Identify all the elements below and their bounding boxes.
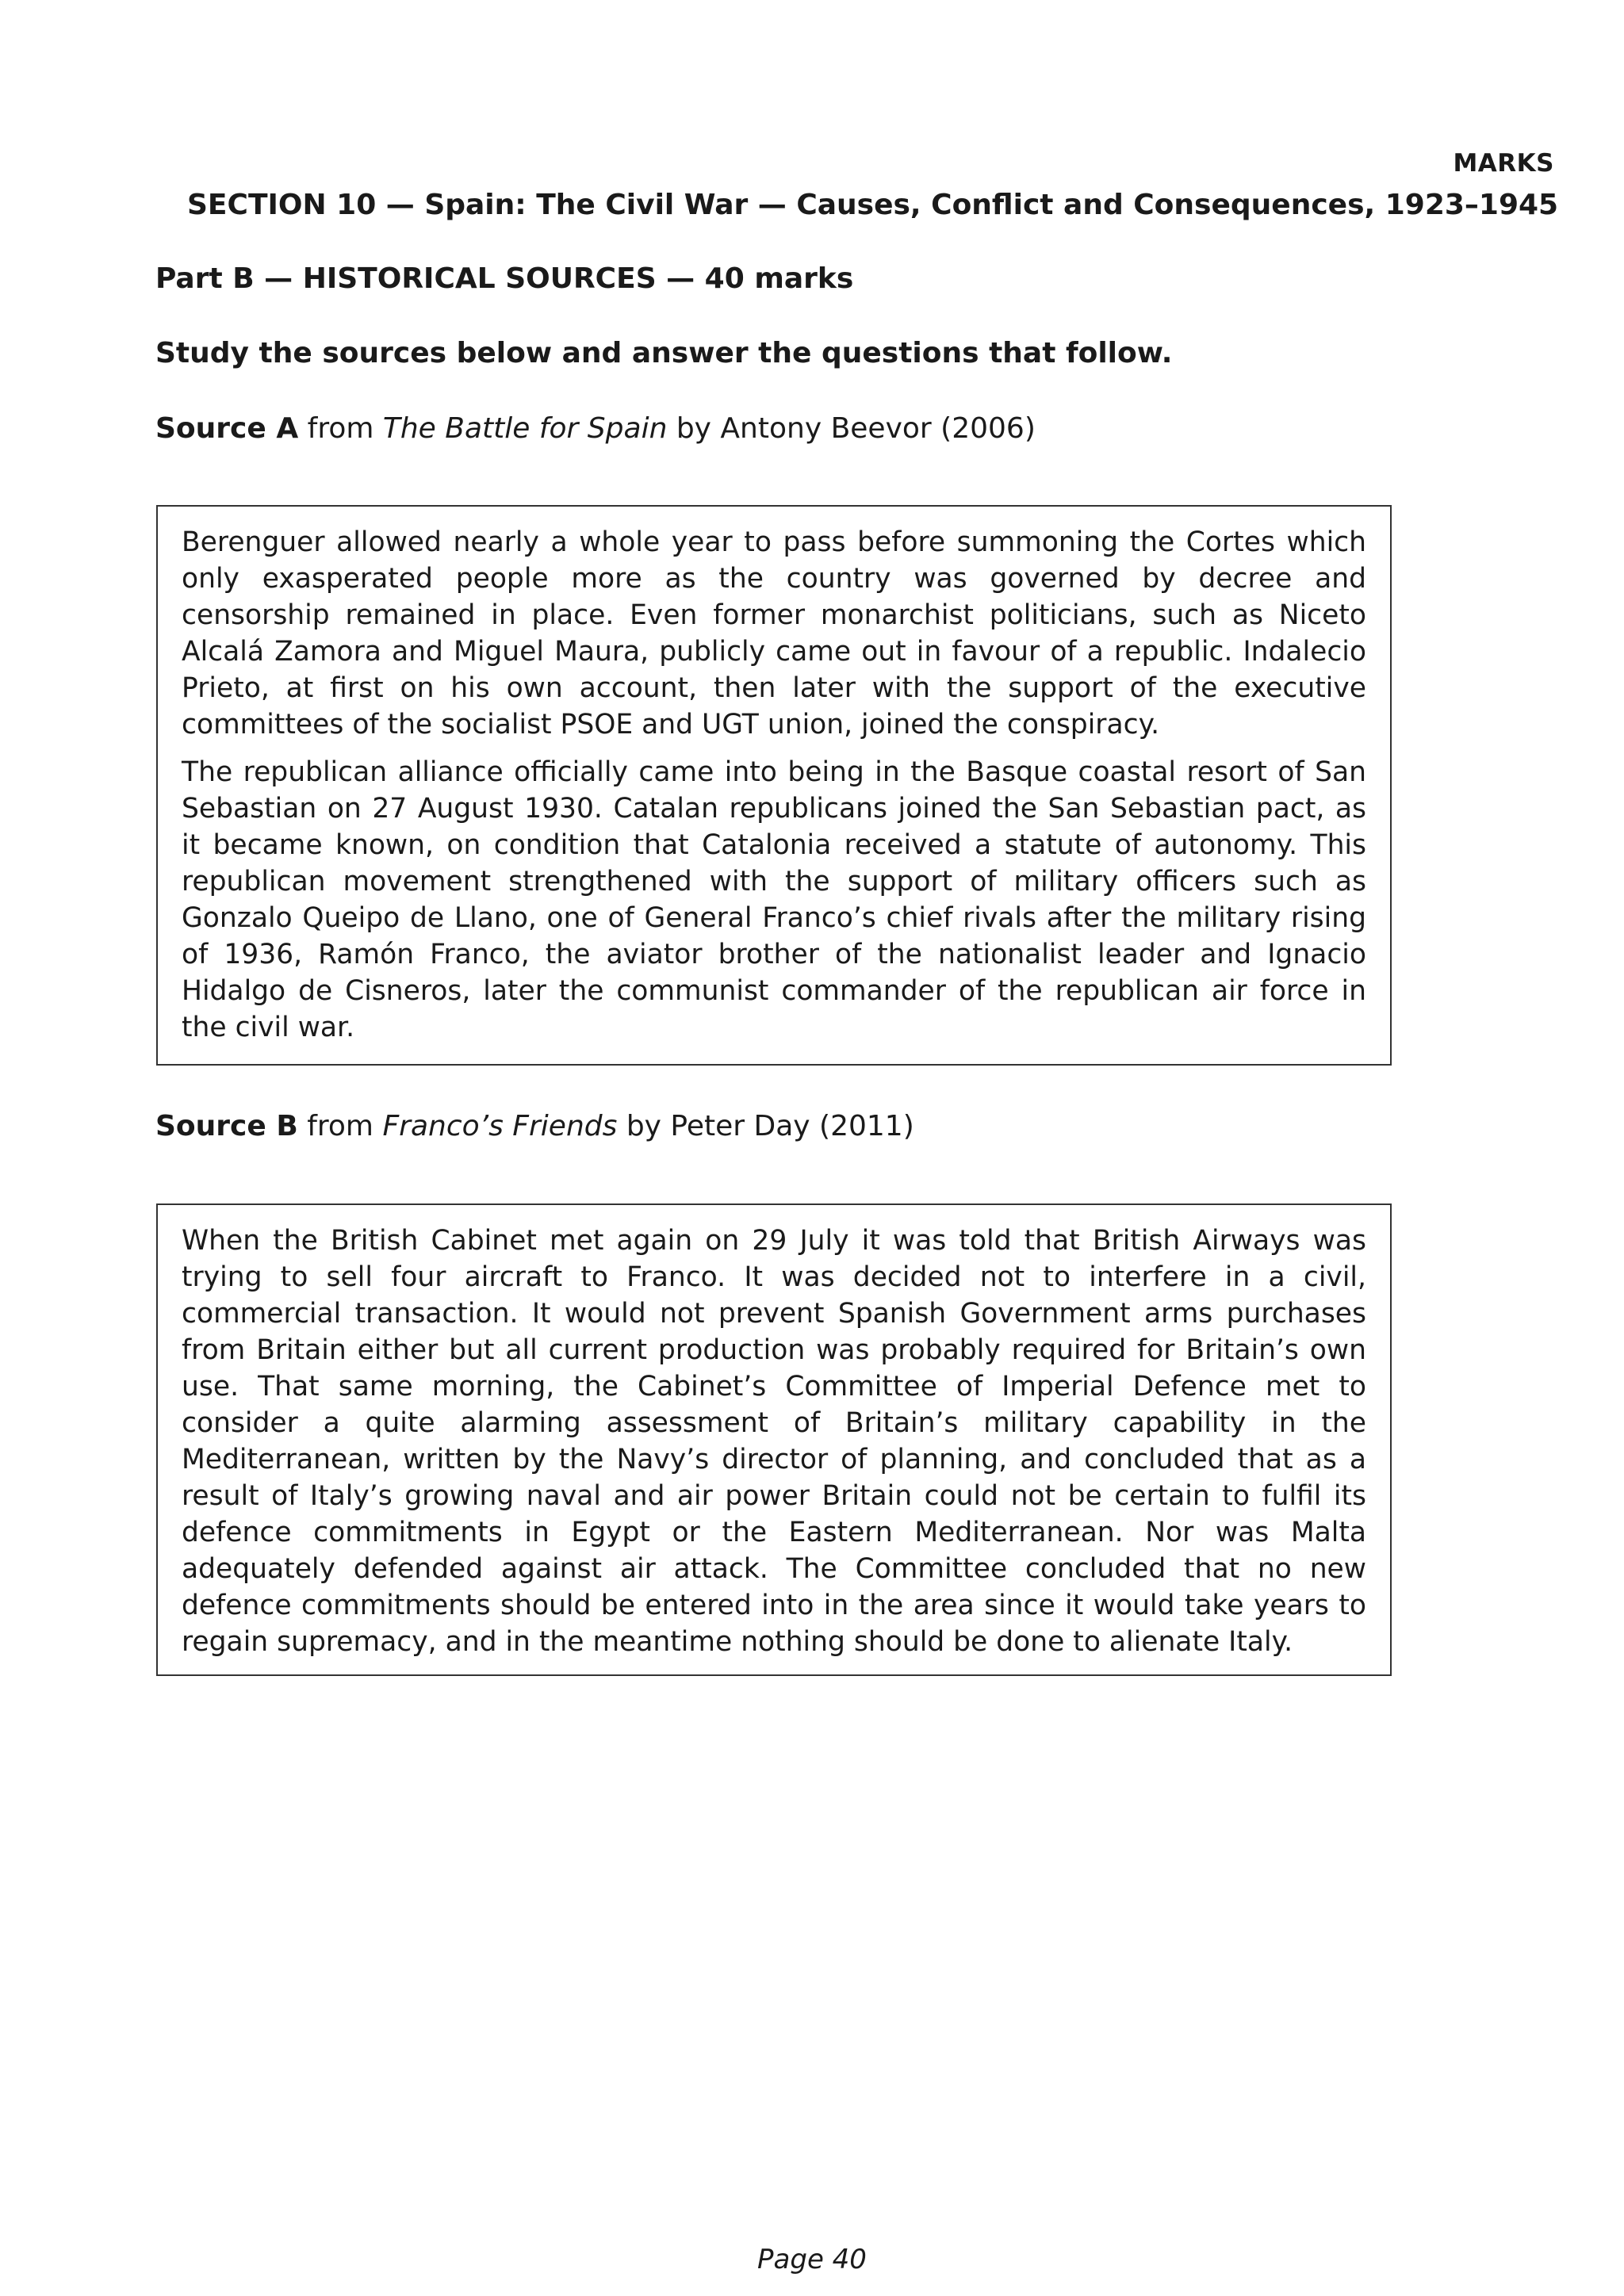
source-a-title: The Battle for Spain: [382, 412, 668, 445]
source-a-box: [156, 505, 1392, 1066]
part-heading: Part B — HISTORICAL SOURCES — 40 marks: [155, 262, 854, 295]
source-b-label: Source B: [155, 1110, 298, 1142]
source-b-title: Franco’s Friends: [382, 1110, 618, 1142]
source-a-attribution: by Antony Beevor (2006): [667, 412, 1036, 445]
source-a-label: Source A: [155, 412, 299, 445]
source-b-attribution: by Peter Day (2011): [617, 1110, 914, 1142]
section-title: SECTION 10 — Spain: The Civil War — Causes, Conflict and Consequences, 1923–1945: [187, 189, 1559, 221]
source-b-paragraph-1: When the British Cabinet met again on 29 July it was told that British Airways was trying to sell four aircraft to Franco. It was decided not to interfere in a civil, commercial transaction. It would not prevent Spanish Government arms purchases from Britain either but all current production was probably required for Britain’s own use. That same morning, the Cabinet’s Committee of Imperial Defence met to consider a quite alarming assessment of Britain’s military capability in the Mediterranean, written by the Navy’s director of planning, and concluded that as a result of Italy’s growing naval and air power Britain could not be certain to fulfil its defence commitments in Egypt or the Eastern Mediterranean. Nor was Malta adequately defended against air attack. The Committee concluded that no new defence commitments should be entered into in the area since it would take years to regain supremacy, and in the meantime nothing should be done to alienate Italy.: [182, 1225, 1366, 1658]
source-a-heading: [155, 412, 1036, 445]
source-b-heading: [155, 1110, 914, 1142]
source-b-from: from: [297, 1110, 383, 1142]
source-a-paragraph-1: Berenguer allowed nearly a whole year to pass before summoning the Cortes which only exasperated people more as the country was governed by decree and censorship remained in place. Even former monarchist politicians, such as Niceto Alcalá Zamora and Miguel Maura, publicly came out in favour of a republic. Indalecio Prieto, at first on his own account, then later with the support of the executive committees of the socialist PSOE and UGT union, joined the conspiracy.: [182, 526, 1366, 740]
source-a-from: from: [298, 412, 383, 445]
instruction-text: Study the sources below and answer the questions that follow.: [155, 337, 1173, 369]
source-b-box: [156, 1203, 1392, 1676]
source-a-paragraph-2: The republican alliance officially came into being in the Basque coastal resort of San Sebastian on 27 August 1930. Catalan republicans joined the San Sebastian pact, as it became known, on condition that Catalonia received a statute of autonomy. This republican movement strengthened with the support of military officers such as Gonzalo Queipo de Llano, one of General Franco’s chief rivals after the military rising of 1936, Ramón Franco, the aviator brother of the nationalist leader and Ignacio Hidalgo de Cisneros, later the communist commander of the republican air force in the civil war.: [182, 756, 1366, 1043]
marks-column-label: MARKS: [1453, 149, 1554, 178]
page-number: Page 40: [757, 2244, 867, 2275]
